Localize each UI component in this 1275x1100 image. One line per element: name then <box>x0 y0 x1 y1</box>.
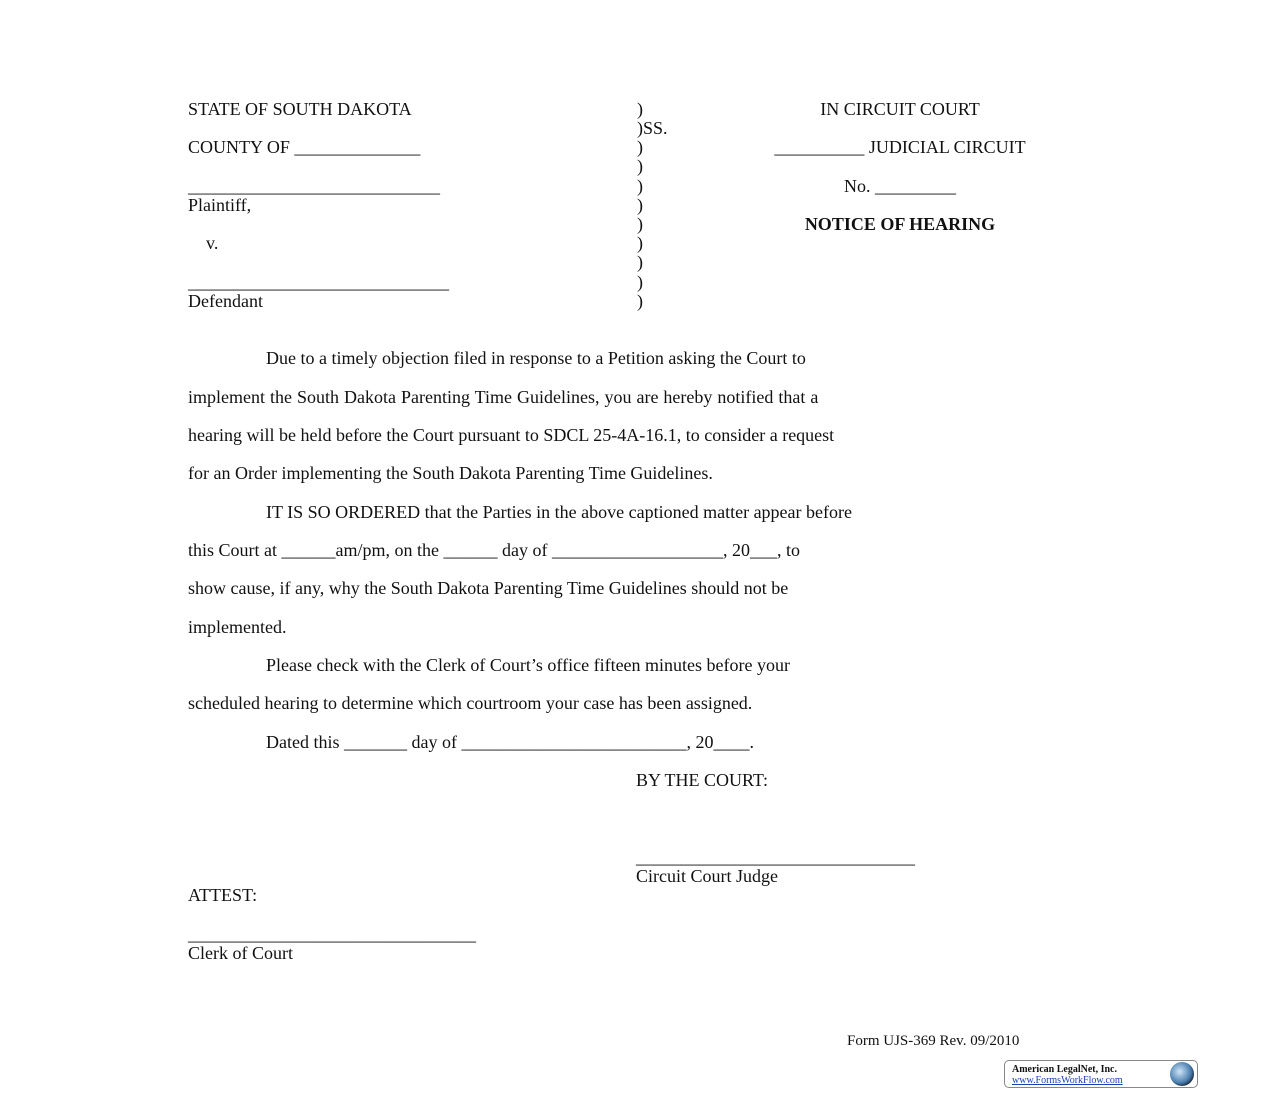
clerk-signature-line: ________________________________ <box>188 924 476 944</box>
american-legalnet-logo[interactable] <box>1004 1060 1198 1088</box>
defendant-name-line: _____________________________ <box>188 272 449 292</box>
paren: ) <box>637 291 643 311</box>
judicial-circuit-field: __________ JUDICIAL CIRCUIT <box>774 137 1026 157</box>
paren: ) <box>637 252 643 272</box>
by-the-court-label: BY THE COURT: <box>636 770 769 790</box>
attest-label: ATTEST: <box>188 885 258 905</box>
body-line: for an Order implementing the South Dakota Parenting Time Guidelines. <box>188 463 713 483</box>
body-line: this Court at ______am/pm, on the ______ day of ___________________, 20___, to <box>188 540 800 560</box>
paren-ss: )SS. <box>637 118 668 138</box>
judge-label: Circuit Court Judge <box>636 866 778 886</box>
body-line: IT IS SO ORDERED that the Parties in the above captioned matter appear before <box>266 502 852 522</box>
form-id: Form UJS-369 Rev. 09/2010 <box>847 1033 1020 1049</box>
paren: ) <box>637 195 643 215</box>
judge-signature-line: _______________________________ <box>636 847 915 867</box>
clerk-label: Clerk of Court <box>188 943 293 963</box>
county-field: COUNTY OF ______________ <box>188 137 421 157</box>
logo-company-name: American LegalNet, Inc. <box>1012 1064 1117 1075</box>
globe-icon <box>1170 1062 1194 1086</box>
paren: ) <box>637 137 643 157</box>
paren: ) <box>637 233 643 253</box>
body-line: Please check with the Clerk of Court’s office fifteen minutes before your <box>266 655 791 675</box>
versus-label: v. <box>206 233 219 253</box>
court-label: IN CIRCUIT COURT <box>820 99 980 119</box>
body-line: Due to a timely objection filed in response to a Petition asking the Court to <box>266 348 806 368</box>
plaintiff-label: Plaintiff, <box>188 195 252 215</box>
dated-line: Dated this _______ day of _________________________, 20____. <box>266 732 754 752</box>
defendant-label: Defendant <box>188 291 263 311</box>
logo-link[interactable]: www.FormsWorkFlow.com <box>1012 1075 1123 1086</box>
body-line: hearing will be held before the Court pursuant to SDCL 25-4A-16.1, to consider a request <box>188 425 835 445</box>
paren: ) <box>637 176 643 196</box>
state-label: STATE OF SOUTH DAKOTA <box>188 99 412 119</box>
case-number-field: No. _________ <box>844 176 956 196</box>
paren: ) <box>637 156 643 176</box>
body-line: scheduled hearing to determine which courtroom your case has been assigned. <box>188 693 753 713</box>
paren: ) <box>637 99 643 119</box>
document-title: NOTICE OF HEARING <box>804 214 996 234</box>
paren: ) <box>637 272 643 292</box>
body-line: implement the South Dakota Parenting Time Guidelines, you are hereby notified that a <box>188 387 819 407</box>
body-line: show cause, if any, why the South Dakota Parenting Time Guidelines should not be <box>188 578 789 598</box>
plaintiff-name-line: ____________________________ <box>188 176 440 196</box>
body-line: implemented. <box>188 617 287 637</box>
paren: ) <box>637 214 643 234</box>
